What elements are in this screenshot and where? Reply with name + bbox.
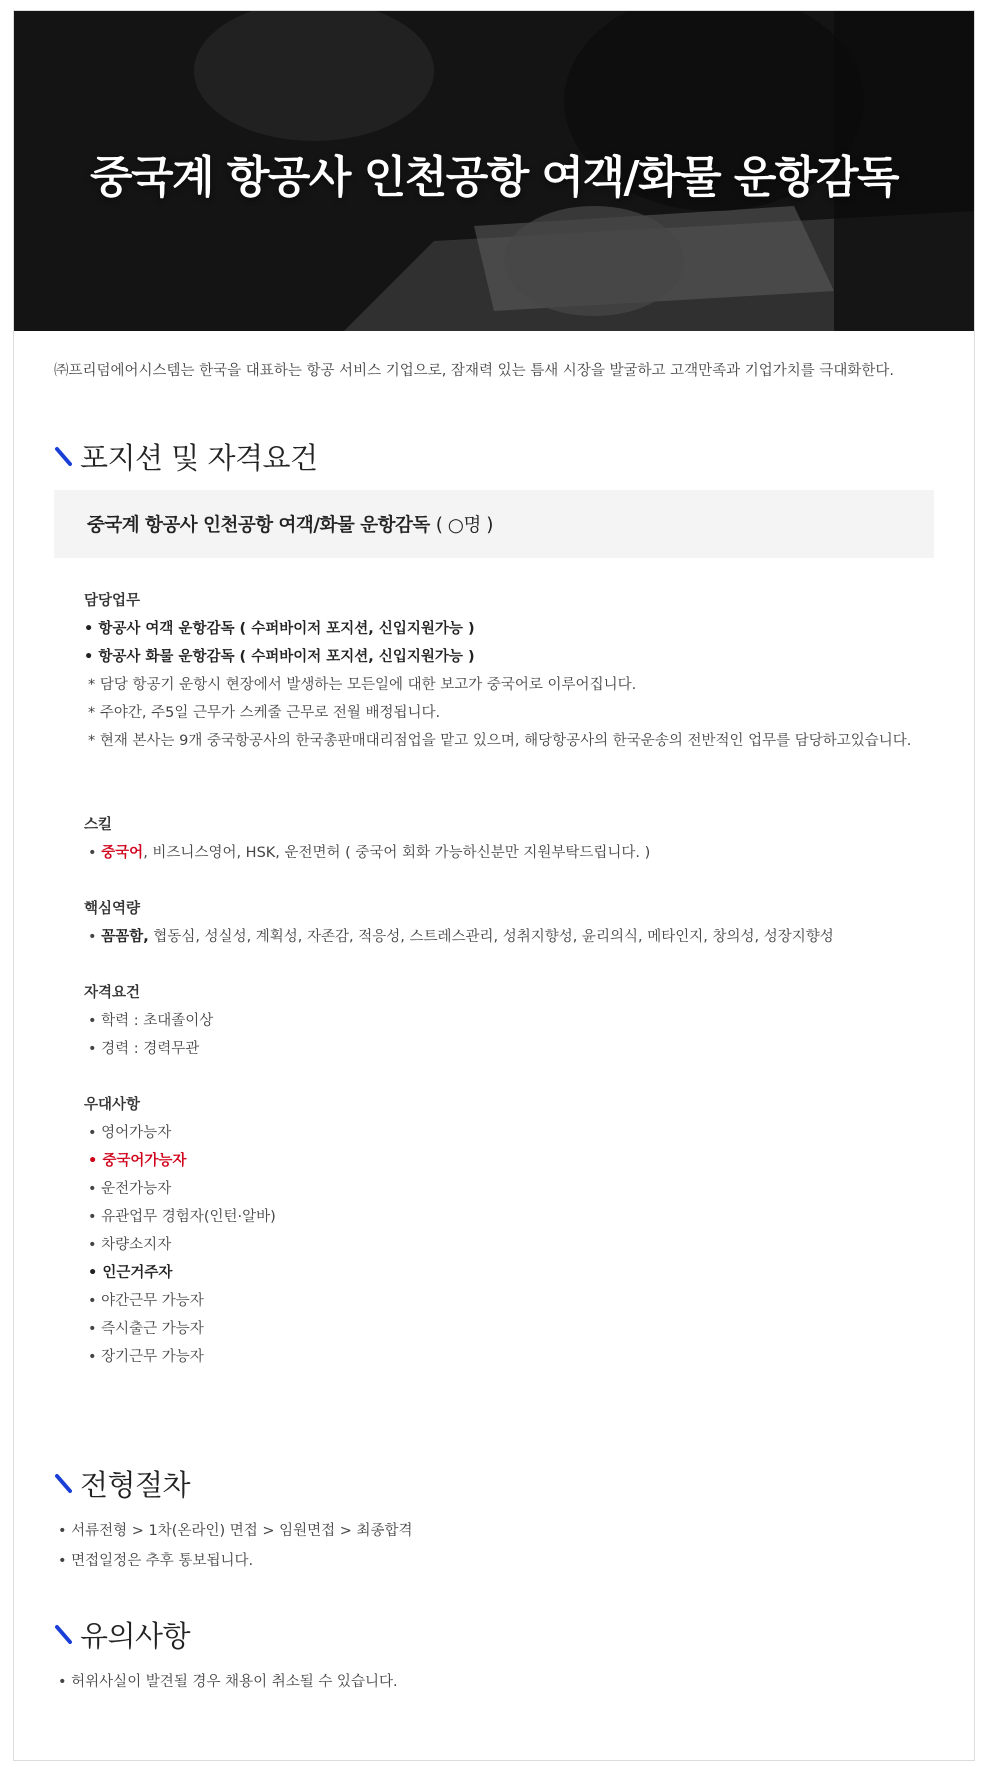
hero-banner: [14, 11, 974, 331]
duty-note: * 현재 본사는 9개 중국항공사의 한국총판매대리점업을 맡고 있으며, 해당항공사의 한국운송의 전반적인 업무를 담당하고있습니다.: [88, 733, 912, 749]
duties-label: 담당업무: [84, 593, 141, 609]
preferred-item: • 차량소지자: [88, 1237, 172, 1253]
preferred-item: • 장기근무 가능자: [88, 1349, 204, 1365]
requirement-item: • 경력 : 경력무관: [88, 1041, 200, 1057]
duty-note: * 담당 항공기 운항시 현장에서 발생하는 모든일에 대한 보고가 중국어로 이루어집니다.: [88, 677, 637, 693]
section-title: 전형절차: [80, 1468, 191, 1502]
job-posting-frame: [13, 10, 975, 1761]
competency-rest: 협동심, 성실성, 계획성, 자존감, 적응성, 스트레스관리, 성취지향성, 윤리의식, 메타인지, 창의성, 성장지향성: [148, 929, 834, 945]
notes-block: [58, 1667, 398, 1697]
preferred-label: 우대사항: [84, 1097, 141, 1113]
requirement-item: • 학력 : 초대졸이상: [88, 1013, 214, 1029]
competency-line: [84, 923, 954, 951]
section-heading-notes: [54, 1614, 190, 1655]
duties-block: [84, 587, 954, 755]
section-title: 포지션 및 자격요건: [80, 441, 318, 475]
competency-label: 핵심역량: [84, 901, 141, 917]
competency-block: [84, 895, 954, 951]
section-title: 유의사항: [80, 1619, 191, 1653]
skills-highlight: 중국어: [101, 845, 144, 861]
process-item: • 면접일정은 추후 통보됩니다.: [58, 1553, 254, 1569]
competency-highlight: 꼼꼼함,: [101, 929, 149, 945]
skills-block: [84, 811, 954, 867]
section-heading-process: [54, 1463, 190, 1504]
preferred-item-highlight: • 중국어가능자: [88, 1153, 187, 1169]
duty-item: • 항공사 여객 운항감독 ( 수퍼바이저 포지션, 신입지원가능 ): [84, 621, 475, 637]
preferred-item: • 유관업무 경험자(인턴·알바): [88, 1209, 276, 1225]
process-item: • 서류전형 > 1차(온라인) 면접 > 임원면접 > 최종합격: [58, 1523, 413, 1539]
bullet: •: [88, 845, 102, 861]
requirements-block: [84, 979, 954, 1063]
preferred-item: • 운전가능자: [88, 1181, 172, 1197]
bullet: •: [88, 929, 102, 945]
preferred-item: • 즉시출근 가능자: [88, 1321, 204, 1337]
requirements-label: 자격요건: [84, 985, 141, 1001]
position-title-box: [54, 490, 934, 558]
skills-line: [84, 839, 954, 867]
position-title: 중국계 항공사 인천공항 여객/화물 운항감독: [87, 515, 430, 536]
section-heading-position: [54, 436, 318, 477]
process-block: [58, 1516, 413, 1576]
company-intro: ㈜프리덤에어시스템는 한국을 대표하는 항공 서비스 기업으로, 잠재력 있는 틈새 시장을 발굴하고 고객만족과 기업가치를 극대화한다.: [54, 363, 895, 379]
preferred-item: • 야간근무 가능자: [88, 1293, 204, 1309]
skills-rest: , 비즈니스영어, HSK, 운전면허 ( 중국어 회화 가능하신분만 지원부탁드립니다. ): [143, 845, 651, 861]
hero-title: 중국계 항공사 인천공항 여객/화물 운항감독: [90, 152, 898, 203]
skills-label: 스킬: [84, 817, 113, 833]
position-headcount: ( ○명 ): [435, 515, 493, 536]
preferred-item: • 영어가능자: [88, 1125, 172, 1141]
note-item: • 허위사실이 발견될 경우 채용이 취소될 수 있습니다.: [58, 1674, 398, 1690]
slash-accent-icon: [54, 1624, 74, 1646]
duty-note: * 주야간, 주5일 근무가 스케줄 근무로 전월 배정됩니다.: [88, 705, 441, 721]
slash-accent-icon: [54, 446, 74, 468]
preferred-block: [84, 1091, 954, 1371]
slash-accent-icon: [54, 1473, 74, 1495]
duty-item: • 항공사 화물 운항감독 ( 수퍼바이저 포지션, 신입지원가능 ): [84, 649, 475, 665]
preferred-item-bold: • 인근거주자: [88, 1265, 173, 1281]
